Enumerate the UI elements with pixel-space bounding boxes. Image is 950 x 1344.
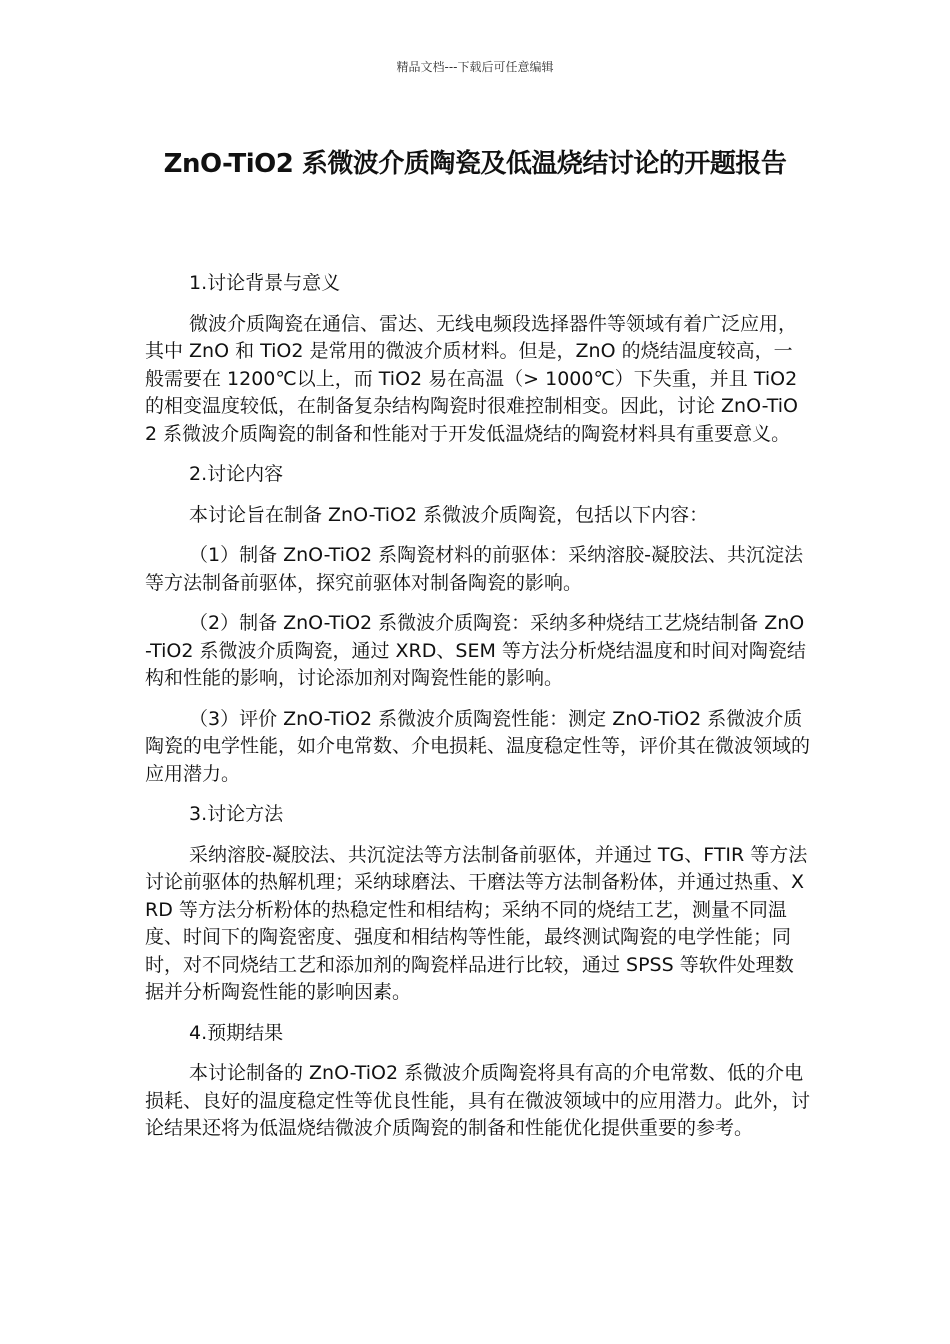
paragraph-methods: 采纳溶胶-凝胶法、共沉淀法等方法制备前驱体，并通过 TG、FTIR 等方法讨论前驱体的热解机理；采纳球磨法、干磨法等方法制备粉体，并通过热重、XRD 等方法分析粉体的热稳定性和相结构；采纳不同的烧结工艺，测量不同温度、时间下的陶瓷密度、强度和相结构等性能，最终测试陶瓷的电学性能；同时，对不同烧结工艺和添加剂的陶瓷样品进行比较，通过 SPSS 等软件处理数据并分析陶瓷性能的影响因素。 <box>145 843 808 1003</box>
paragraph-background: 微波介质陶瓷在通信、雷达、无线电频段选择器件等领域有着广泛应用，其中 ZnO 和 TiO2 是常用的微波介质材料。但是，ZnO 的烧结温度较高，一般需要在 1200℃以上，而 TiO2 易在高温（> 1000℃）下失重，并且 TiO2 的相变温度较低，在制备复杂结构陶瓷时很难控制相变。因此，讨论 ZnO-TiO2 系微波介质陶瓷的制备和性能对于开发低温烧结的陶瓷材料具有重要意义。 <box>145 312 798 445</box>
section-heading-results: 4.预期结果 <box>189 1021 284 1044</box>
list-item-ceramic-prep: （2）制备 ZnO-TiO2 系微波介质陶瓷：采纳多种烧结工艺烧结制备 ZnO-TiO2 系微波介质陶瓷，通过 XRD、SEM 等方法分析烧结温度和时间对陶瓷结构和性能的影响，讨论添加剂对陶瓷性能的影响。 <box>145 612 806 689</box>
list-item-evaluation: （3）评价 ZnO-TiO2 系微波介质陶瓷性能：测定 ZnO-TiO2 系微波介质陶瓷的电学性能，如介电常数、介电损耗、温度稳定性等，评价其在微波领域的应用潜力。 <box>145 707 811 785</box>
list-item-precursor: （1）制备 ZnO-TiO2 系陶瓷材料的前驱体：采纳溶胶-凝胶法、共沉淀法等方法制备前驱体，探究前驱体对制备陶瓷的影响。 <box>145 544 804 594</box>
document-body <box>145 270 810 1156</box>
section-heading-content: 2.讨论内容 <box>189 463 284 485</box>
document-title: ZnO-TiO2 系微波介质陶瓷及低温烧结讨论的开题报告 <box>163 149 787 179</box>
paragraph-content-intro: 本讨论旨在制备 ZnO-TiO2 系微波介质陶瓷，包括以下内容： <box>189 503 709 526</box>
page-header: 精品文档---下载后可任意编辑 <box>396 60 554 74</box>
section-heading-background: 1.讨论背景与意义 <box>189 272 341 294</box>
paragraph-results: 本讨论制备的 ZnO-TiO2 系微波介质陶瓷将具有高的介电常数、低的介电损耗、良好的温度稳定性等优良性能，具有在微波领域中的应用潜力。此外，讨论结果还将为低温烧结微波介质陶瓷的制备和性能优化提供重要的参考。 <box>145 1062 811 1139</box>
section-heading-methods: 3.讨论方法 <box>189 803 284 825</box>
